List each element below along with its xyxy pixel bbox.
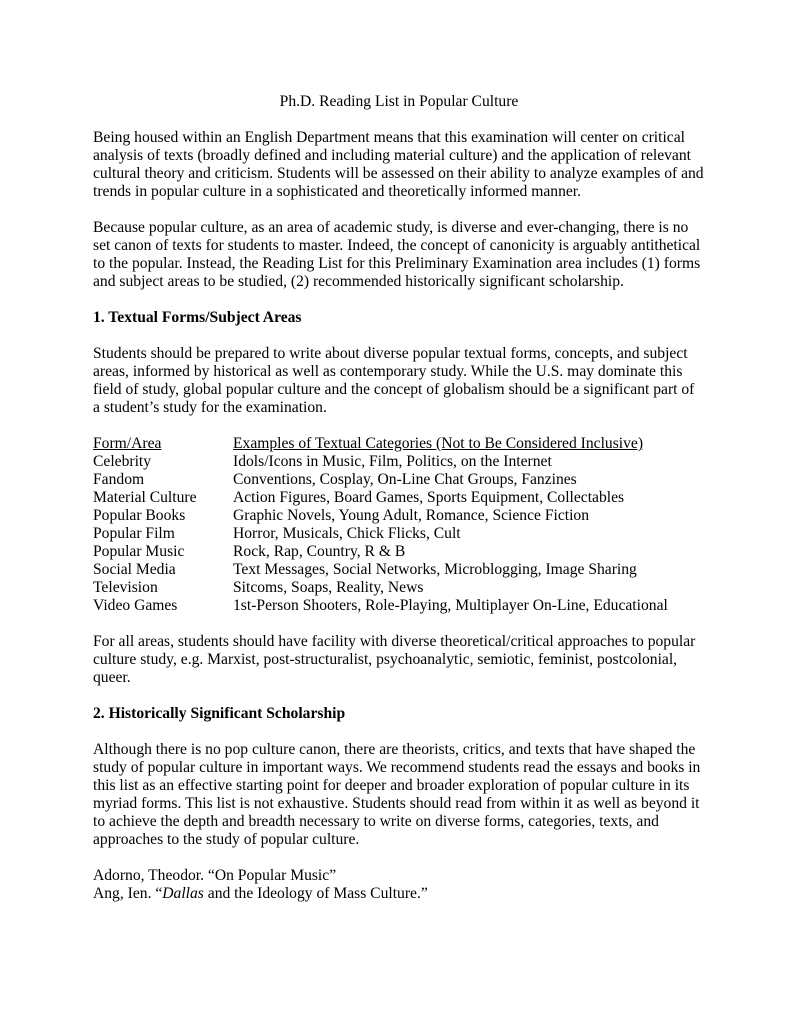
spacer xyxy=(93,723,705,741)
document-body xyxy=(93,93,705,903)
forms-table-header-form: Form/Area xyxy=(93,435,162,452)
document-title: Ph.D. Reading List in Popular Culture xyxy=(279,93,519,110)
table-cell-examples: Rock, Rap, Country, R & B xyxy=(233,543,406,560)
reference-text: Adorno, Theodor. “On Popular Music” xyxy=(93,867,337,884)
spacer xyxy=(93,615,705,633)
table-cell-form: Material Culture xyxy=(93,489,197,506)
table-cell-form: Celebrity xyxy=(93,453,152,470)
table-row xyxy=(93,489,705,507)
spacer xyxy=(93,687,705,705)
table-cell-form: Video Games xyxy=(93,597,178,614)
spacer xyxy=(93,201,705,219)
reference-entry xyxy=(93,867,705,885)
table-cell-form: Popular Music xyxy=(93,543,185,560)
section-1-closing-paragraph: For all areas, students should have facility with diverse theoretical/critical approaches to popular culture study, e.g. Marxist, post-structuralist, psychoanalytic, semiotic, feminist, postcolonial, queer. xyxy=(93,633,696,686)
table-row xyxy=(93,597,705,615)
forms-table-header-examples: Examples of Textual Categories (Not to Be Considered Inclusive) xyxy=(233,435,644,452)
table-row xyxy=(93,453,705,471)
table-cell-examples: Graphic Novels, Young Adult, Romance, Science Fiction xyxy=(233,507,590,524)
spacer xyxy=(93,291,705,309)
reference-entry xyxy=(93,885,705,903)
table-row xyxy=(93,561,705,579)
table-row xyxy=(93,579,705,597)
forms-table-header-row xyxy=(93,435,705,453)
section-1-paragraph: Students should be prepared to write about diverse popular textual forms, concepts, and subject areas, informed by historical as well as contemporary study. While the U.S. may dominate this field of study, global popular culture and the concept of globalism should be a significant part of a student’s study for the examination. xyxy=(93,345,695,416)
intro-paragraph-2: Because popular culture, as an area of academic study, is diverse and ever-changing, there is no set canon of texts for students to master. Indeed, the concept of canonicity is arguably antithetical to the popular. Instead, the Reading List for this Preliminary Examination area includes (1) forms and subject areas to be studied, (2) recommended historically significant scholarship. xyxy=(93,219,701,290)
table-cell-examples: 1st-Person Shooters, Role-Playing, Multiplayer On-Line, Educational xyxy=(233,597,668,614)
spacer xyxy=(93,417,705,435)
table-cell-examples: Idols/Icons in Music, Film, Politics, on the Internet xyxy=(233,453,552,470)
table-cell-form: Fandom xyxy=(93,471,145,488)
table-row xyxy=(93,471,705,489)
section-2-paragraph: Although there is no pop culture canon, there are theorists, critics, and texts that have shaped the study of popular culture in important ways. We recommend students read the essays and books in this list as an effective starting point for deeper and broader exploration of popular culture in its myriad forms. This list is not exhaustive. Students should read from within it as well as beyond it to achieve the depth and breadth necessary to write on diverse forms, categories, texts, and approaches to the study of popular culture. xyxy=(93,741,701,848)
spacer xyxy=(93,327,705,345)
table-cell-form: Social Media xyxy=(93,561,176,578)
table-row xyxy=(93,543,705,561)
section-2-heading: 2. Historically Significant Scholarship xyxy=(93,705,346,722)
table-cell-examples: Action Figures, Board Games, Sports Equipment, Collectables xyxy=(233,489,625,506)
section-1-heading: 1. Textual Forms/Subject Areas xyxy=(93,309,302,326)
table-cell-form: Television xyxy=(93,579,158,596)
table-cell-examples: Text Messages, Social Networks, Microblogging, Image Sharing xyxy=(233,561,637,578)
table-cell-form: Popular Film xyxy=(93,525,175,542)
table-cell-form: Popular Books xyxy=(93,507,186,524)
intro-paragraph-1: Being housed within an English Department means that this examination will center on critical analysis of texts (broadly defined and including material culture) and the application of relevant cultural theory and criticism. Students will be assessed on their ability to analyze examples of and trends in popular culture in a sophisticated and theoretically informed manner. xyxy=(93,129,704,200)
reference-italic-title: Dallas xyxy=(162,885,204,902)
forms-table xyxy=(93,435,705,615)
reference-text: Ang, Ien. “ xyxy=(93,885,163,902)
table-cell-examples: Sitcoms, Soaps, Reality, News xyxy=(233,579,424,596)
table-row xyxy=(93,507,705,525)
table-cell-examples: Conventions, Cosplay, On-Line Chat Groups, Fanzines xyxy=(233,471,577,488)
reference-text: and the Ideology of Mass Culture.” xyxy=(203,885,428,902)
spacer xyxy=(93,849,705,867)
spacer xyxy=(93,111,705,129)
table-cell-examples: Horror, Musicals, Chick Flicks, Cult xyxy=(233,525,461,542)
table-row xyxy=(93,525,705,543)
